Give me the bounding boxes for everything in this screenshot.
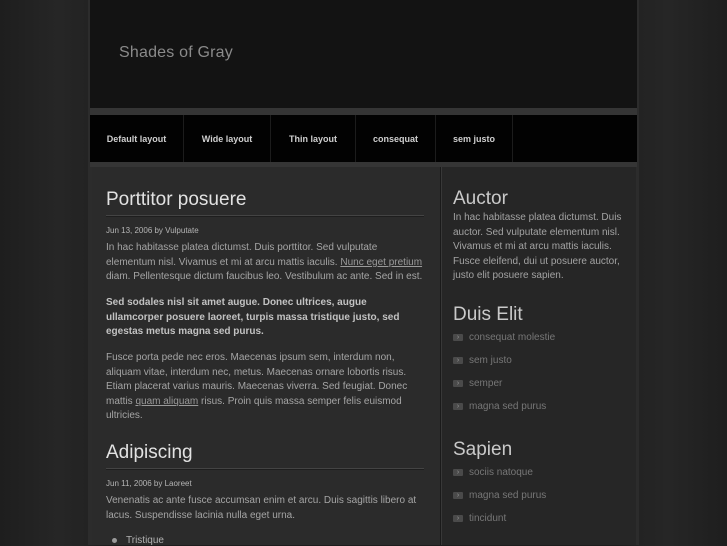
main-nav: [90, 115, 637, 162]
sidebar-link[interactable]: [453, 461, 546, 484]
page-wrapper: [88, 0, 639, 545]
post-title-rule: [106, 215, 424, 217]
list-item-label: Tristique: [126, 535, 164, 546]
sidebar-heading-duis-elit: Duis Elit: [453, 304, 523, 325]
sidebar-list-sapien: [453, 461, 546, 530]
nav-consequat[interactable]: consequat: [356, 115, 436, 162]
sidebar-link[interactable]: [453, 349, 555, 372]
post-paragraph: Venenatis ac ante fusce accumsan enim et arcu. Duis sagittis libero at lacus. Suspendisse lacinia nulla eget urna.: [106, 495, 417, 521]
sidebar-link-label[interactable]: magna sed purus: [469, 490, 547, 501]
sidebar-link-label[interactable]: magna sed purus: [469, 401, 547, 412]
paragraph-text: risus. Proin quis massa semper felis euismod ultricies.: [106, 395, 402, 422]
paragraph-text: In hac habitasse platea dictumst. Duis porttitor. Sed vulputate elementum nisl. Vivamus et mi at arcu mattis iaculis.: [106, 242, 378, 268]
sidebar-link-label[interactable]: tincidunt: [469, 513, 507, 524]
list-item: [106, 535, 164, 546]
sidebar-link[interactable]: [453, 507, 546, 530]
arrow-right-icon: ›: [453, 403, 463, 410]
sidebar-link-label[interactable]: semper: [469, 378, 503, 389]
site-header: [90, 0, 637, 108]
arrow-right-icon: ›: [453, 334, 463, 341]
quam-aliquam-link[interactable]: quam aliquam: [135, 395, 199, 407]
post-title[interactable]: Adipiscing: [106, 442, 193, 463]
post-paragraph: [106, 351, 426, 424]
post-title-rule: [106, 468, 424, 470]
paragraph-text: Fusce porta pede nec eros. Maecenas ipsum sem, interdum non, aliquam vitae, interdum nec, metus. Maecenas ornare lobortis risus. Etiam placerat varius mauris. Maecenas viverra. Sed feugiat. Donec mattis: [106, 352, 408, 407]
sidebar-link[interactable]: [453, 372, 555, 395]
post-meta: Jun 13, 2006 by Vulputate: [106, 226, 199, 235]
site-title[interactable]: Shades of Gray: [119, 44, 233, 61]
nunc-eget-pretium-link[interactable]: Nunc eget pretium: [340, 256, 423, 268]
arrow-right-icon: ›: [453, 357, 463, 364]
sidebar-link-label[interactable]: sociis natoque: [469, 467, 533, 478]
nav-wide-layout[interactable]: Wide layout: [184, 115, 271, 162]
main-content: [92, 167, 441, 545]
header-divider: [90, 108, 637, 115]
sidebar: [441, 167, 636, 545]
sidebar-heading-auctor: Auctor: [453, 188, 508, 209]
paragraph-text: diam. Pellentesque dictum faucibus leo. Vestibulum ac ante. Sed in est.: [106, 271, 423, 283]
arrow-right-icon: ›: [453, 469, 463, 476]
bullet-icon: [112, 538, 117, 543]
arrow-right-icon: ›: [453, 515, 463, 522]
post-bullet-list: [106, 535, 164, 546]
post-bold-paragraph: Sed sodales nisl sit amet augue. Donec ultrices, augue ullamcorper posuere laoreet, turpis massa tristique justo, sed egestas metus magna sed purus.: [106, 297, 400, 338]
sidebar-auctor-text: In hac habitasse platea dictumst. Duis auctor. Sed vulputate elementum nisl. Vivamus et mi at arcu mattis iaculis. Fusce eleifend, dui ut posuere auctor, justo elit posuere sapien.: [453, 212, 622, 281]
sidebar-heading-sapien: Sapien: [453, 439, 513, 460]
sidebar-link[interactable]: [453, 484, 546, 507]
nav-thin-layout[interactable]: Thin layout: [271, 115, 356, 162]
arrow-right-icon: ›: [453, 380, 463, 387]
sidebar-link-label[interactable]: consequat molestie: [469, 332, 556, 343]
post-meta: Jun 11, 2006 by Laoreet: [106, 479, 192, 488]
arrow-right-icon: ›: [453, 492, 463, 499]
post-paragraph: [106, 241, 426, 285]
sidebar-link[interactable]: [453, 326, 555, 349]
sidebar-list-duis-elit: [453, 326, 555, 418]
nav-sem-justo[interactable]: sem justo: [436, 115, 513, 162]
nav-default-layout[interactable]: Default layout: [90, 115, 184, 162]
sidebar-link[interactable]: [453, 395, 555, 418]
post-title[interactable]: Porttitor posuere: [106, 189, 247, 210]
sidebar-link-label[interactable]: sem justo: [469, 355, 512, 366]
